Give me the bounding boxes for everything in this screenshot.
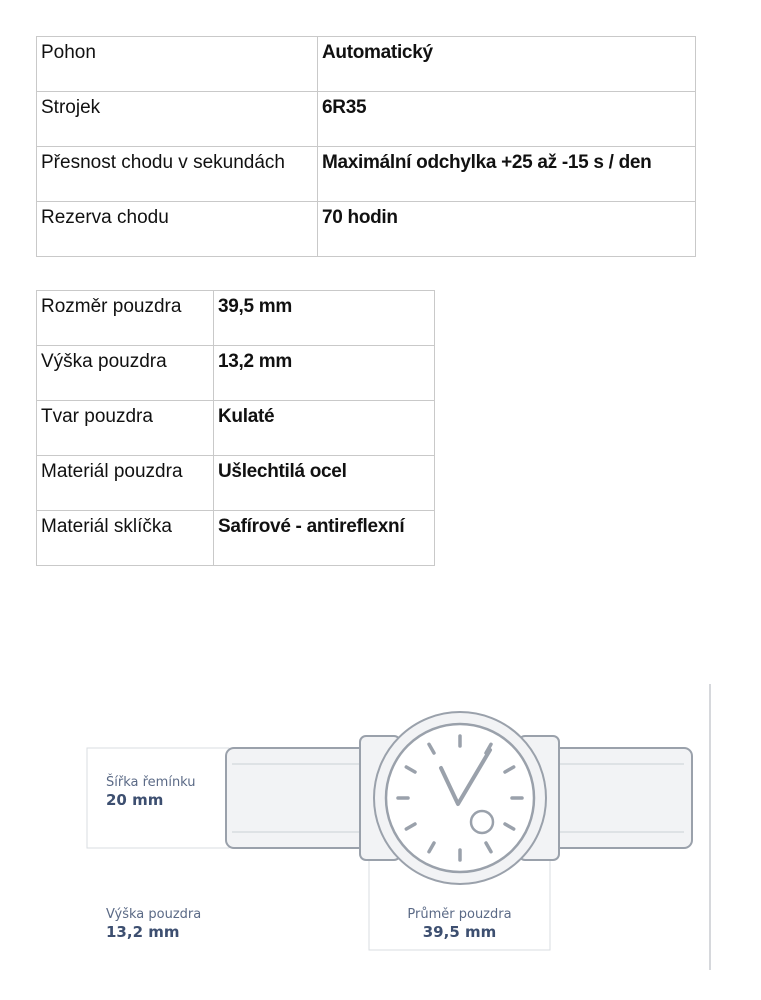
spec-value: 13,2 mm [214, 346, 435, 401]
spec-value: 39,5 mm [214, 291, 435, 346]
spec-value: Ušlechtilá ocel [214, 456, 435, 511]
spec-value: Safírové - antireflexní [214, 511, 435, 566]
strap-width-value: 20 mm [106, 791, 164, 809]
table-row [37, 202, 696, 257]
table-row [37, 511, 435, 566]
spec-label: Výška pouzdra [37, 346, 214, 401]
spec-value: Kulaté [214, 401, 435, 456]
movement-spec-table [36, 36, 696, 257]
spec-value: 6R35 [318, 92, 696, 147]
table-row [37, 37, 696, 92]
case-diameter-label [369, 907, 550, 941]
case-diameter-value: 39,5 mm [422, 923, 497, 941]
small-seconds-dial [471, 811, 493, 833]
spec-label: Materiál sklíčka [37, 511, 214, 566]
watch-dimensions-diagram [0, 680, 761, 980]
spec-value: Maximální odchylka +25 až -15 s / den [318, 147, 696, 202]
case-diameter-title: Průměr pouzdra [407, 907, 512, 922]
table-row [37, 456, 435, 511]
table-row [37, 92, 696, 147]
table-row [37, 346, 435, 401]
spec-value: 70 hodin [318, 202, 696, 257]
table-row [37, 291, 435, 346]
strap-width-label [106, 775, 196, 809]
spec-label: Rezerva chodu [37, 202, 318, 257]
table-row [37, 147, 696, 202]
spec-label: Strojek [37, 92, 318, 147]
case-height-label [106, 907, 201, 941]
case-height-value: 13,2 mm [106, 923, 180, 941]
table-row [37, 401, 435, 456]
spec-label: Rozměr pouzdra [37, 291, 214, 346]
spec-label: Tvar pouzdra [37, 401, 214, 456]
case-height-title: Výška pouzdra [106, 907, 202, 922]
spec-label: Pohon [37, 37, 318, 92]
spec-value: Automatický [318, 37, 696, 92]
spec-label: Materiál pouzdra [37, 456, 214, 511]
strap-width-title: Šířka řemínku [106, 775, 196, 790]
case-spec-table [36, 290, 435, 566]
spec-label: Přesnost chodu v sekundách [37, 147, 318, 202]
